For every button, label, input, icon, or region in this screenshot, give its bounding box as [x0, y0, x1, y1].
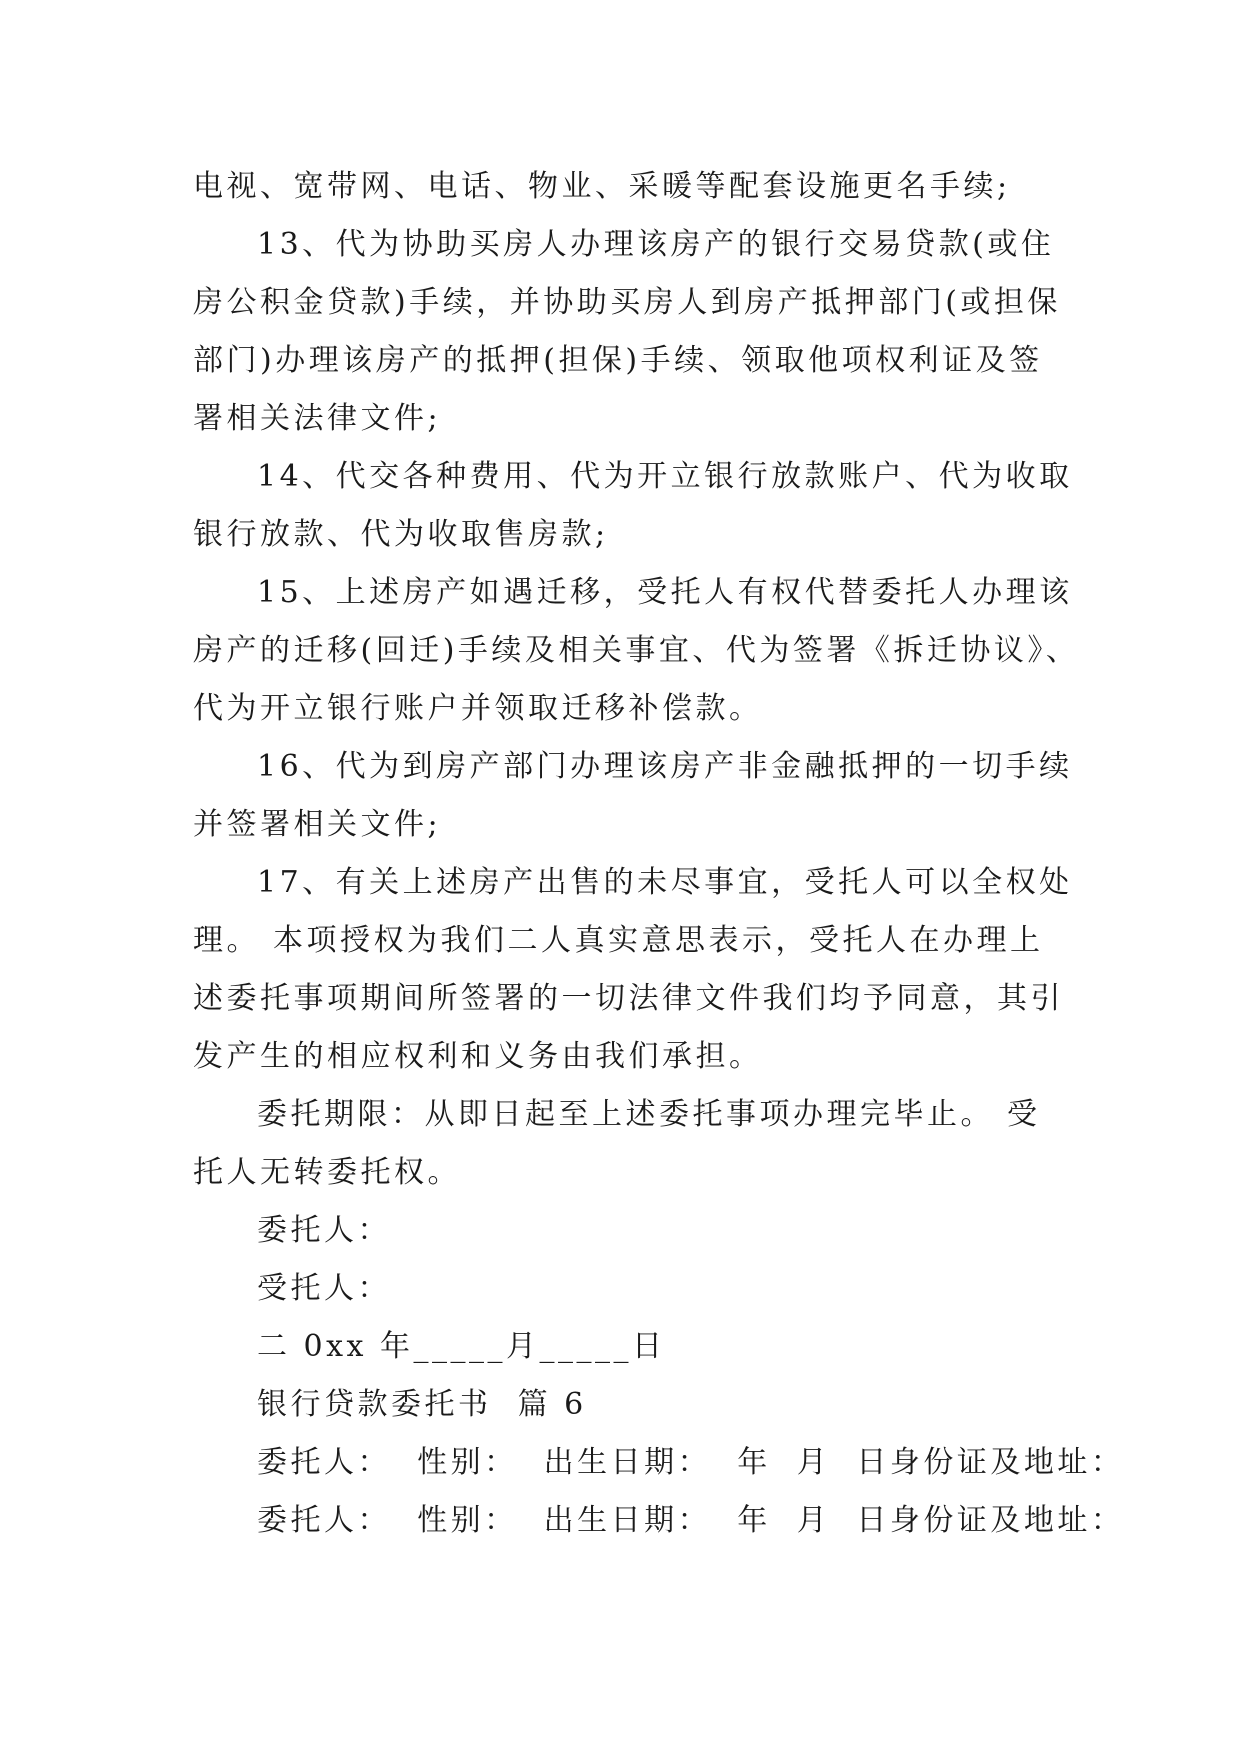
text-line: 托人无转委托权。 [193, 1155, 461, 1190]
date-line: 二 0xx 年_____月_____日 [257, 1329, 666, 1364]
text-line: 部门)办理该房产的抵押(担保)手续、领取他项权利证及签 [193, 343, 1043, 378]
clause-16-line: 16、代为到房产部门办理该房产非金融抵押的一切手续 [257, 749, 1073, 784]
agent-signature-line: 受托人： [257, 1271, 391, 1306]
text-line: 电视、宽带网、电话、物业、采暖等配套设施更名手续; [193, 169, 1011, 204]
section-heading: 银行贷款委托书 篇 6 [257, 1387, 587, 1422]
document-body [193, 158, 1125, 1550]
text-line: 代为开立银行账户并领取迁移补偿款。 [193, 691, 763, 726]
text-line: 述委托事项期间所签署的一切法律文件我们均予同意，其引 [193, 981, 1064, 1016]
clause-13-line: 13、代为协助买房人办理该房产的银行交易贷款(或住 [257, 227, 1055, 262]
text-line: 银行放款、代为收取售房款; [193, 517, 609, 552]
text-line: 房公积金贷款)手续，并协助买房人到房产抵押部门(或担保 [193, 285, 1061, 320]
text-line: 并签署相关文件; [193, 807, 442, 842]
text-line: 房产的迁移(回迁)手续及相关事宜、代为签署《拆迁协议》、 [193, 633, 1080, 668]
principal-info-line: 委托人： 性别： 出生日期： 年 月 日身份证及地址： [257, 1445, 1125, 1480]
principal-info-line: 委托人： 性别： 出生日期： 年 月 日身份证及地址： [257, 1503, 1125, 1538]
principal-signature-line: 委托人： [257, 1213, 391, 1248]
clause-14-line: 14、代交各种费用、代为开立银行放款账户、代为收取 [257, 459, 1073, 494]
text-line: 署相关法律文件; [193, 401, 442, 436]
clause-17-line: 17、有关上述房产出售的未尽事宜，受托人可以全权处 [257, 865, 1073, 900]
text-line: 发产生的相应权利和义务由我们承担。 [193, 1039, 763, 1074]
clause-15-line: 15、上述房产如遇迁移，受托人有权代替委托人办理该 [257, 575, 1073, 610]
text-line: 理。 本项授权为我们二人真实意思表示，受托人在办理上 [193, 923, 1044, 958]
term-line: 委托期限：从即日起至上述委托事项办理完毕止。 受 [257, 1097, 1041, 1132]
